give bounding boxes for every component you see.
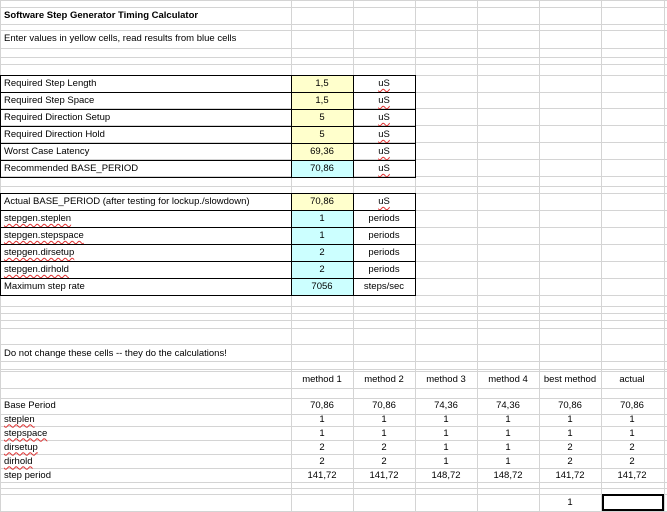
calc-value[interactable]: 1 [443, 413, 449, 425]
input-value-cell[interactable]: 70,86 [291, 193, 353, 210]
unit-cell[interactable]: periods [368, 230, 400, 241]
calc-value[interactable]: 141,72 [617, 469, 647, 481]
calc-value[interactable]: 70,86 [558, 399, 582, 411]
calc-header[interactable]: actual [619, 374, 645, 385]
calc-value[interactable]: 148,72 [493, 469, 523, 481]
result-value-cell[interactable]: 70,86 [291, 160, 353, 177]
calc-row-label[interactable]: steplen [4, 413, 35, 425]
calc-value[interactable]: 1 [443, 455, 449, 467]
calc-row-label[interactable]: step period [4, 469, 52, 481]
calc-value[interactable]: 1 [567, 413, 573, 425]
best-method-index[interactable]: 1 [567, 497, 573, 508]
calc-value[interactable]: 2 [319, 455, 325, 467]
calc-value[interactable]: 70,86 [620, 399, 644, 411]
result-value-cell[interactable]: 1 [291, 210, 353, 227]
calc-header[interactable]: method 3 [426, 374, 466, 385]
result-value-cell[interactable]: 7056 [291, 278, 353, 295]
input-value-cell[interactable]: 5 [291, 126, 353, 143]
row-label[interactable]: Maximum step rate [4, 281, 85, 292]
calc-value[interactable]: 1 [505, 441, 511, 453]
calc-value[interactable]: 1 [629, 413, 635, 425]
unit-cell[interactable]: steps/sec [363, 281, 405, 292]
calc-value[interactable]: 2 [567, 455, 573, 467]
calc-value[interactable]: 1 [381, 413, 387, 425]
row-label[interactable]: Worst Case Latency [4, 146, 90, 157]
input-value-cell[interactable]: 69,36 [291, 143, 353, 160]
calc-row-label[interactable]: Base Period [4, 399, 56, 411]
calc-value[interactable]: 1 [319, 427, 325, 439]
row-label[interactable]: stepgen.dirhold [4, 264, 69, 275]
row-label[interactable]: Actual BASE_PERIOD (after testing for lockup./slowdown) [4, 196, 250, 207]
calc-header[interactable]: method 4 [488, 374, 528, 385]
calc-value[interactable]: 1 [381, 427, 387, 439]
unit-cell[interactable]: uS [378, 163, 390, 174]
unit-cell[interactable]: uS [378, 129, 390, 140]
unit-cell[interactable]: periods [368, 264, 400, 275]
unit-cell[interactable]: uS [378, 112, 390, 123]
calc-value[interactable]: 70,86 [310, 399, 334, 411]
unit-cell[interactable]: uS [378, 196, 390, 207]
calc-row-label[interactable]: dirhold [4, 455, 33, 467]
calc-value[interactable]: 1 [443, 427, 449, 439]
calc-value[interactable]: 1 [505, 455, 511, 467]
calc-value[interactable]: 148,72 [431, 469, 461, 481]
row-label[interactable]: stepgen.dirsetup [4, 247, 75, 258]
sheet-title[interactable]: Software Step Generator Timing Calculator [4, 9, 199, 21]
calc-value[interactable]: 1 [505, 427, 511, 439]
calc-value[interactable]: 1 [319, 413, 325, 425]
instructions-text[interactable]: Enter values in yellow cells, read results from blue cells [4, 32, 237, 44]
unit-cell[interactable]: periods [368, 213, 400, 224]
input-value-cell[interactable]: 5 [291, 109, 353, 126]
calc-value[interactable]: 2 [319, 441, 325, 453]
calc-value[interactable]: 1 [629, 427, 635, 439]
calc-value[interactable]: 74,36 [434, 399, 458, 411]
result-value-cell[interactable]: 2 [291, 261, 353, 278]
calc-header[interactable]: best method [543, 374, 597, 385]
calc-value[interactable]: 1 [443, 441, 449, 453]
row-label[interactable]: Required Direction Setup [4, 112, 111, 123]
row-label[interactable]: stepgen.steplen [4, 213, 72, 224]
calc-value[interactable]: 2 [381, 441, 387, 453]
calc-value[interactable]: 2 [629, 441, 635, 453]
row-label[interactable]: Required Step Space [4, 95, 95, 106]
calc-value[interactable]: 141,72 [307, 469, 337, 481]
calc-value[interactable]: 2 [629, 455, 635, 467]
input-value-cell[interactable]: 1,5 [291, 92, 353, 109]
calc-row-label[interactable]: stepspace [4, 427, 48, 439]
unit-cell[interactable]: uS [378, 78, 390, 89]
row-label[interactable]: Required Step Length [4, 78, 97, 89]
calc-value[interactable]: 1 [567, 427, 573, 439]
calc-value[interactable]: 141,72 [555, 469, 585, 481]
selected-cell[interactable] [602, 494, 664, 511]
calc-value[interactable]: 2 [567, 441, 573, 453]
result-value-cell[interactable]: 1 [291, 227, 353, 244]
row-label[interactable]: stepgen.stepspace [4, 230, 84, 241]
calc-value[interactable]: 141,72 [369, 469, 399, 481]
row-label[interactable]: Required Direction Hold [4, 129, 105, 140]
row-label[interactable]: Recommended BASE_PERIOD [4, 163, 139, 174]
calc-value[interactable]: 74,36 [496, 399, 520, 411]
unit-cell[interactable]: periods [368, 247, 400, 258]
calc-note[interactable]: Do not change these cells -- they do the calculations! [4, 347, 227, 359]
unit-cell[interactable]: uS [378, 95, 390, 106]
result-value-cell[interactable]: 2 [291, 244, 353, 261]
calc-value[interactable]: 70,86 [372, 399, 396, 411]
calc-header[interactable]: method 1 [302, 374, 342, 385]
calc-value[interactable]: 1 [505, 413, 511, 425]
calc-value[interactable]: 2 [381, 455, 387, 467]
calc-row-label[interactable]: dirsetup [4, 441, 38, 453]
unit-cell[interactable]: uS [378, 146, 390, 157]
calc-header[interactable]: method 2 [364, 374, 404, 385]
input-value-cell[interactable]: 1,5 [291, 75, 353, 92]
